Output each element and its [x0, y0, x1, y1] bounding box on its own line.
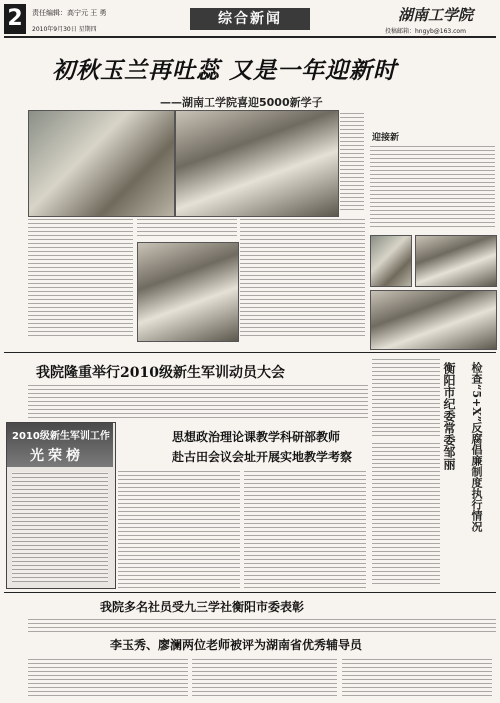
honor-box-list: [12, 472, 108, 582]
photo-registration: [28, 110, 175, 217]
article4-body: [28, 618, 496, 634]
masthead-rule: [4, 36, 496, 38]
vertical-article-text-1: [372, 358, 440, 438]
lead-side-text: [340, 112, 364, 212]
photo-campus-a: [370, 235, 412, 287]
article3-headline-1: 思想政治理论课教学科研部教师: [172, 430, 341, 444]
divider-2: [4, 592, 496, 593]
article5-body-col1: [28, 658, 188, 698]
article2-headline: 我院隆重举行2010级新生军训动员大会: [36, 365, 285, 381]
vertical-article-text-2: [372, 442, 440, 587]
lead-subheadline: ——湖南工学院喜迎5000新学子: [160, 96, 323, 109]
sidebar-title: 迎接新: [372, 133, 400, 143]
lead-body-col2: [137, 218, 237, 238]
article4-headline: 我院多名社员受九三学社衡阳市委表彰: [100, 600, 305, 614]
section-banner: 综合新闻: [190, 8, 310, 30]
contact-line: 投稿邮箱：hngyb@163.com: [385, 28, 466, 35]
article5-body-col2: [192, 658, 337, 698]
page-number: 2: [4, 4, 26, 34]
photo-crowd: [175, 110, 339, 217]
article3-body-col1: [118, 470, 240, 588]
article5-headline: 李玉秀、廖澜两位老师被评为湖南省优秀辅导员: [110, 638, 363, 652]
article3-headline-2: 赴古田会议会址开展实地教学考察: [172, 450, 353, 464]
article5-body-col3: [342, 658, 492, 698]
divider-1: [4, 352, 496, 353]
editor-line: 责任编辑：高宁元 王 勇: [32, 9, 107, 17]
vertical-article-headline-2: 检查“5+X”反腐倡廉制度执行情况: [470, 362, 483, 533]
lead-headline: 初秋玉兰再吐蕊 又是一年迎新时: [52, 57, 398, 84]
article2-body: [28, 384, 368, 420]
photo-students: [137, 242, 239, 342]
honor-box-title: 2010级新生军训工作: [12, 431, 110, 442]
date-line: 2010年9月30日 星期四: [32, 26, 97, 33]
photo-campus-c: [370, 290, 497, 350]
paper-name: 湖南工学院: [398, 6, 474, 24]
sidebar-text-1: [370, 145, 495, 230]
article3-body-col2: [244, 470, 366, 588]
lead-body-col3: [240, 218, 365, 338]
vertical-article-headline-1: 衡阳市纪委常委邹丽: [442, 362, 456, 470]
lead-body-col1: [28, 218, 133, 338]
photo-campus-b: [415, 235, 497, 287]
honor-box-subtitle: 光荣榜: [30, 448, 84, 464]
